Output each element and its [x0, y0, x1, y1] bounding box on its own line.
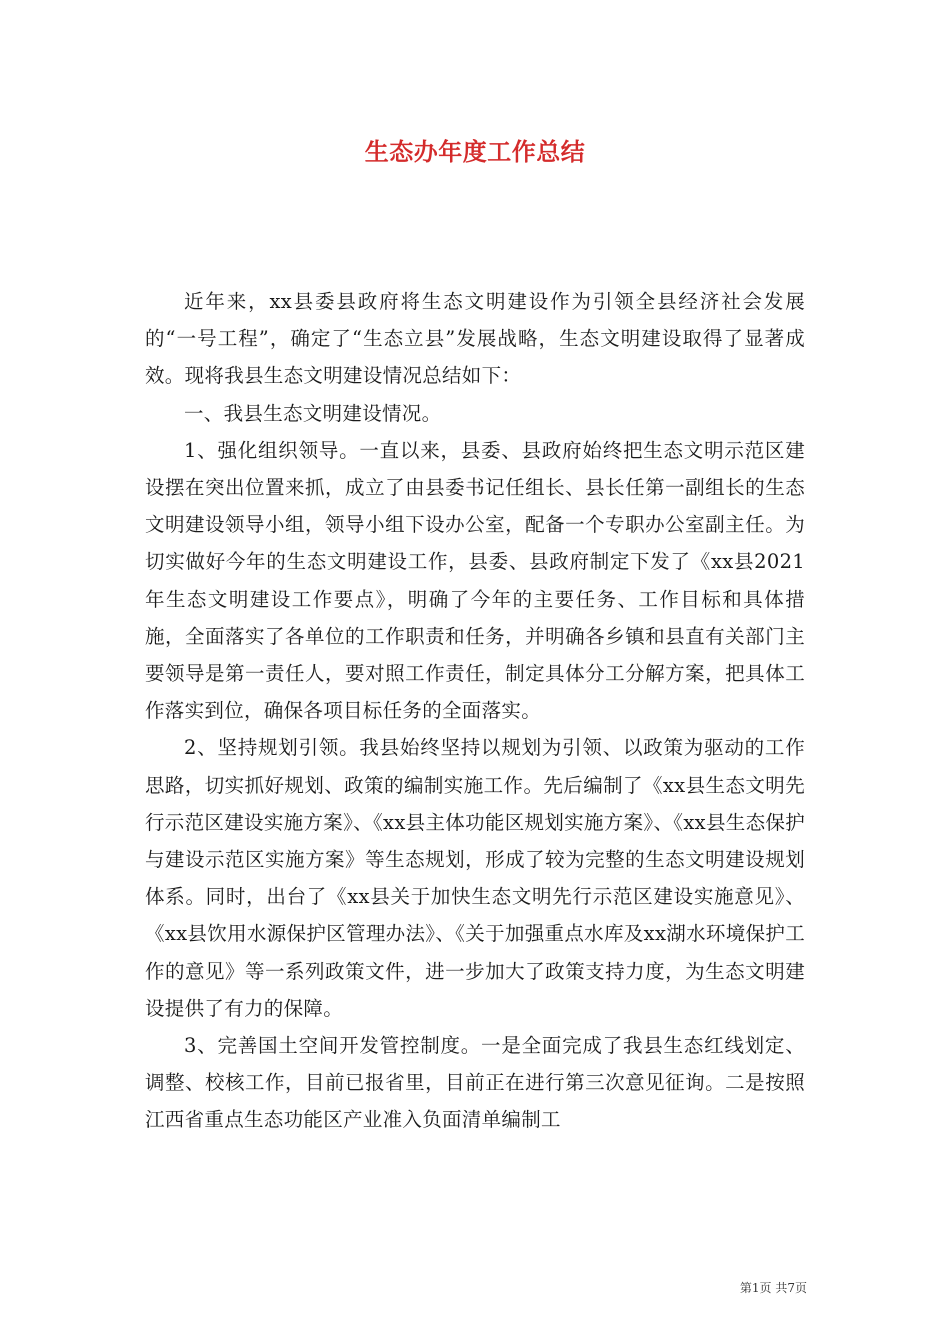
document-title: 生态办年度工作总结: [364, 137, 586, 166]
paragraph-intro: 近年来，xx县委县政府将生态文明建设作为引领全县经济社会发展的“一号工程”，确定了“生态立县”发展战略，生态文明建设取得了显著成效。现将我县生态文明建设情况总结如下：: [145, 290, 805, 388]
page-number-footer: 第1页 共7页: [739, 1281, 807, 1295]
paragraph-item-1: 1、强化组织领导。一直以来，县委、县政府始终把生态文明示范区建设摆在突出位置来抓，成立了由县委书记任组长、县长任第一副组长的生态文明建设领导小组，领导小组下设办公室，配备一个专职办公室副主任。为切实做好今年的生态文明建设工作，县委、县政府制定下发了《xx县2021年生态文明建设工作要点》，明确了今年的主要任务、工作目标和具体措施，全面落实了各单位的工作职责和任务，并明确各乡镇和县直有关部门主要领导是第一责任人，要对照工作责任，制定具体分工分解方案，把具体工作落实到位，确保各项目标任务的全面落实。: [145, 438, 805, 723]
paragraph-section-heading: 一、我县生态文明建设情况。: [184, 401, 442, 425]
paragraph-item-2: 2、坚持规划引领。我县始终坚持以规划为引领、以政策为驱动的工作思路，切实抓好规划、政策的编制实施工作。先后编制了《xx县生态文明先行示范区建设实施方案》、《xx县主体功能区规划实施方案》、《xx县生态保护与建设示范区实施方案》等生态规划，形成了较为完整的生态文明建设规划体系。同时，出台了《xx县关于加快生态文明先行示范区建设实施意见》、《xx县饮用水源保护区管理办法》、《关于加强重点水库及xx湖水环境保护工作的意见》等一系列政策文件，进一步加大了政策支持力度，为生态文明建设提供了有力的保障。: [145, 736, 805, 1020]
paragraph-item-3: 3、完善国土空间开发管控制度。一是全面完成了我县生态红线划定、调整、校核工作，目前已报省里，目前正在进行第三次意见征询。二是按照江西省重点生态功能区产业准入负面清单编制工: [145, 1034, 805, 1132]
document-body: [145, 283, 805, 1139]
